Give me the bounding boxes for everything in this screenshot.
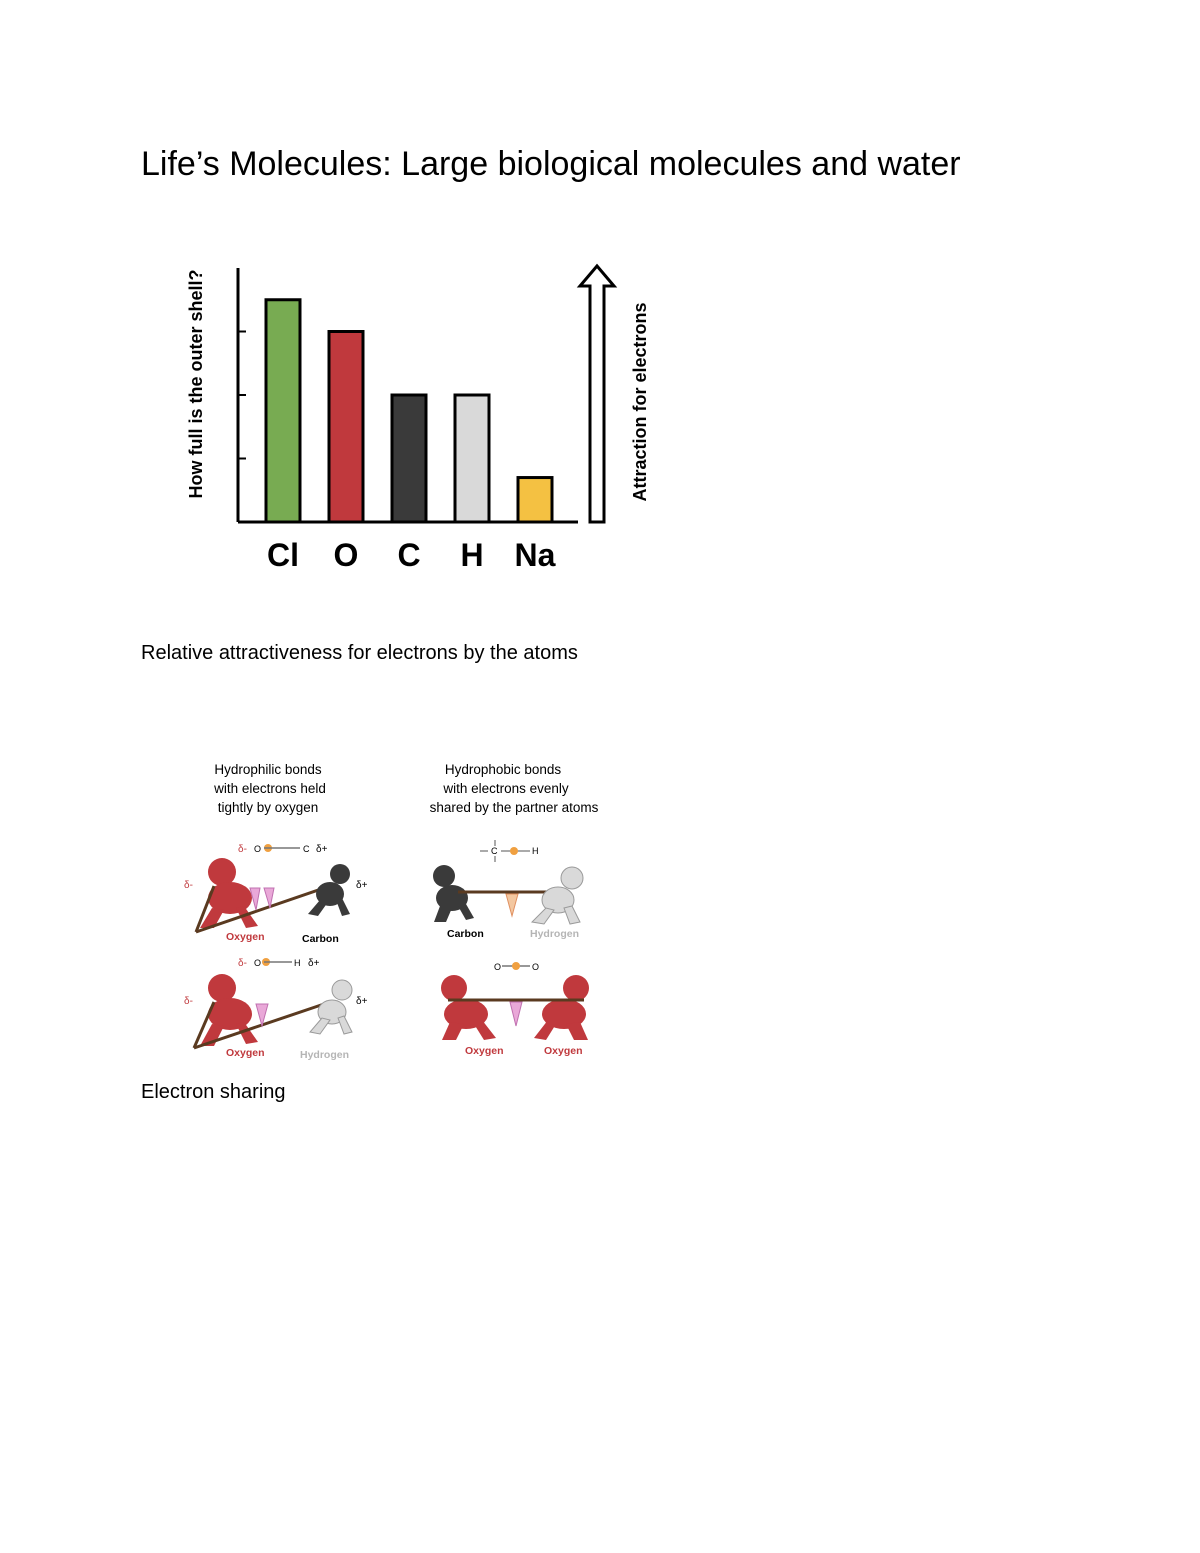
right-atom-name: Hydrogen	[530, 928, 580, 940]
bar-cl	[266, 300, 300, 522]
right-delta-label: δ+	[356, 880, 368, 891]
diagram-caption: Electron sharing	[141, 1081, 286, 1103]
left-atom-name: Oxygen	[226, 931, 265, 943]
bond-right-atom: H	[532, 846, 539, 856]
right-atom-name: Hydrogen	[300, 1049, 350, 1061]
panel-oxygen-hydrogen	[184, 958, 368, 1061]
chart-caption: Relative attractiveness for electrons by the atoms	[141, 642, 578, 664]
hydrophobic-heading	[430, 762, 599, 815]
electron-cloud-icon	[506, 894, 518, 916]
category-label-na: Na	[514, 537, 556, 573]
bond-right-atom: O	[532, 962, 540, 972]
bond-right-atom: C	[303, 844, 310, 854]
right-atom-name: Oxygen	[544, 1045, 583, 1057]
electron-tug-of-war-diagram	[170, 750, 650, 1070]
bond-left-atom: O	[494, 962, 502, 972]
hydrophilic-heading-line-1: Hydrophilic bonds	[214, 762, 322, 777]
bond-right-atom: H	[294, 958, 301, 968]
shared-electron-pair-icon	[510, 847, 518, 855]
bar-h	[455, 395, 489, 522]
left-atom-name: Oxygen	[226, 1047, 265, 1059]
right-axis-label: Attraction for electrons	[630, 302, 650, 502]
bond-left-atom: O	[254, 844, 262, 854]
shared-electron-pair-icon	[512, 962, 520, 970]
bar-na	[518, 478, 552, 522]
bar-c	[392, 395, 426, 522]
hydrophobic-heading-line-2: with electrons evenly	[443, 781, 569, 796]
bond-diagram	[238, 844, 328, 855]
oxygen-character-icon	[200, 858, 258, 928]
bond-left-atom: O	[254, 958, 262, 968]
category-label-cl: Cl	[267, 537, 299, 573]
oxygen-character-icon-right	[534, 975, 589, 1040]
up-arrow-icon	[580, 266, 614, 522]
y-axis-label: How full is the outer shell?	[186, 269, 206, 499]
delta-minus-label: δ-	[238, 958, 247, 969]
delta-minus-label: δ-	[238, 844, 247, 855]
left-delta-label: δ-	[184, 996, 193, 1007]
right-delta-label: δ+	[356, 996, 368, 1007]
panel-oxygen-oxygen	[441, 962, 589, 1057]
outer-shell-bar-chart	[180, 250, 670, 590]
hydrogen-character-icon	[532, 867, 583, 924]
bond-diagram	[238, 958, 320, 969]
hydrophilic-heading	[213, 762, 326, 815]
right-atom-name: Carbon	[302, 933, 339, 945]
oxygen-character-icon-left	[441, 975, 496, 1040]
page-title: Life’s Molecules: Large biological molecules and water	[141, 145, 961, 183]
hydrophilic-heading-line-2: with electrons held	[214, 781, 326, 796]
category-label-o: O	[333, 537, 359, 573]
panel-oxygen-carbon	[184, 844, 368, 945]
bar-o	[329, 332, 363, 523]
left-atom-name: Carbon	[447, 928, 484, 940]
panel-carbon-hydrogen	[433, 840, 583, 940]
electron-cloud-icon	[510, 1002, 522, 1026]
left-atom-name: Oxygen	[465, 1045, 504, 1057]
delta-plus-label: δ+	[308, 958, 320, 969]
category-label-c: C	[397, 537, 421, 573]
electron-cloud-icon	[250, 888, 274, 910]
left-delta-label: δ-	[184, 880, 193, 891]
hydrophilic-heading-line-3: tightly by oxygen	[217, 800, 319, 815]
hydrophobic-heading-line-1: Hydrophobic bonds	[444, 762, 562, 777]
bond-diagram	[480, 840, 539, 862]
delta-plus-label: δ+	[316, 844, 328, 855]
category-label-h: H	[460, 537, 484, 573]
hydrophobic-heading-line-3: shared by the partner atoms	[429, 800, 599, 815]
bond-diagram	[494, 962, 539, 972]
bond-left-atom: C	[491, 846, 498, 856]
